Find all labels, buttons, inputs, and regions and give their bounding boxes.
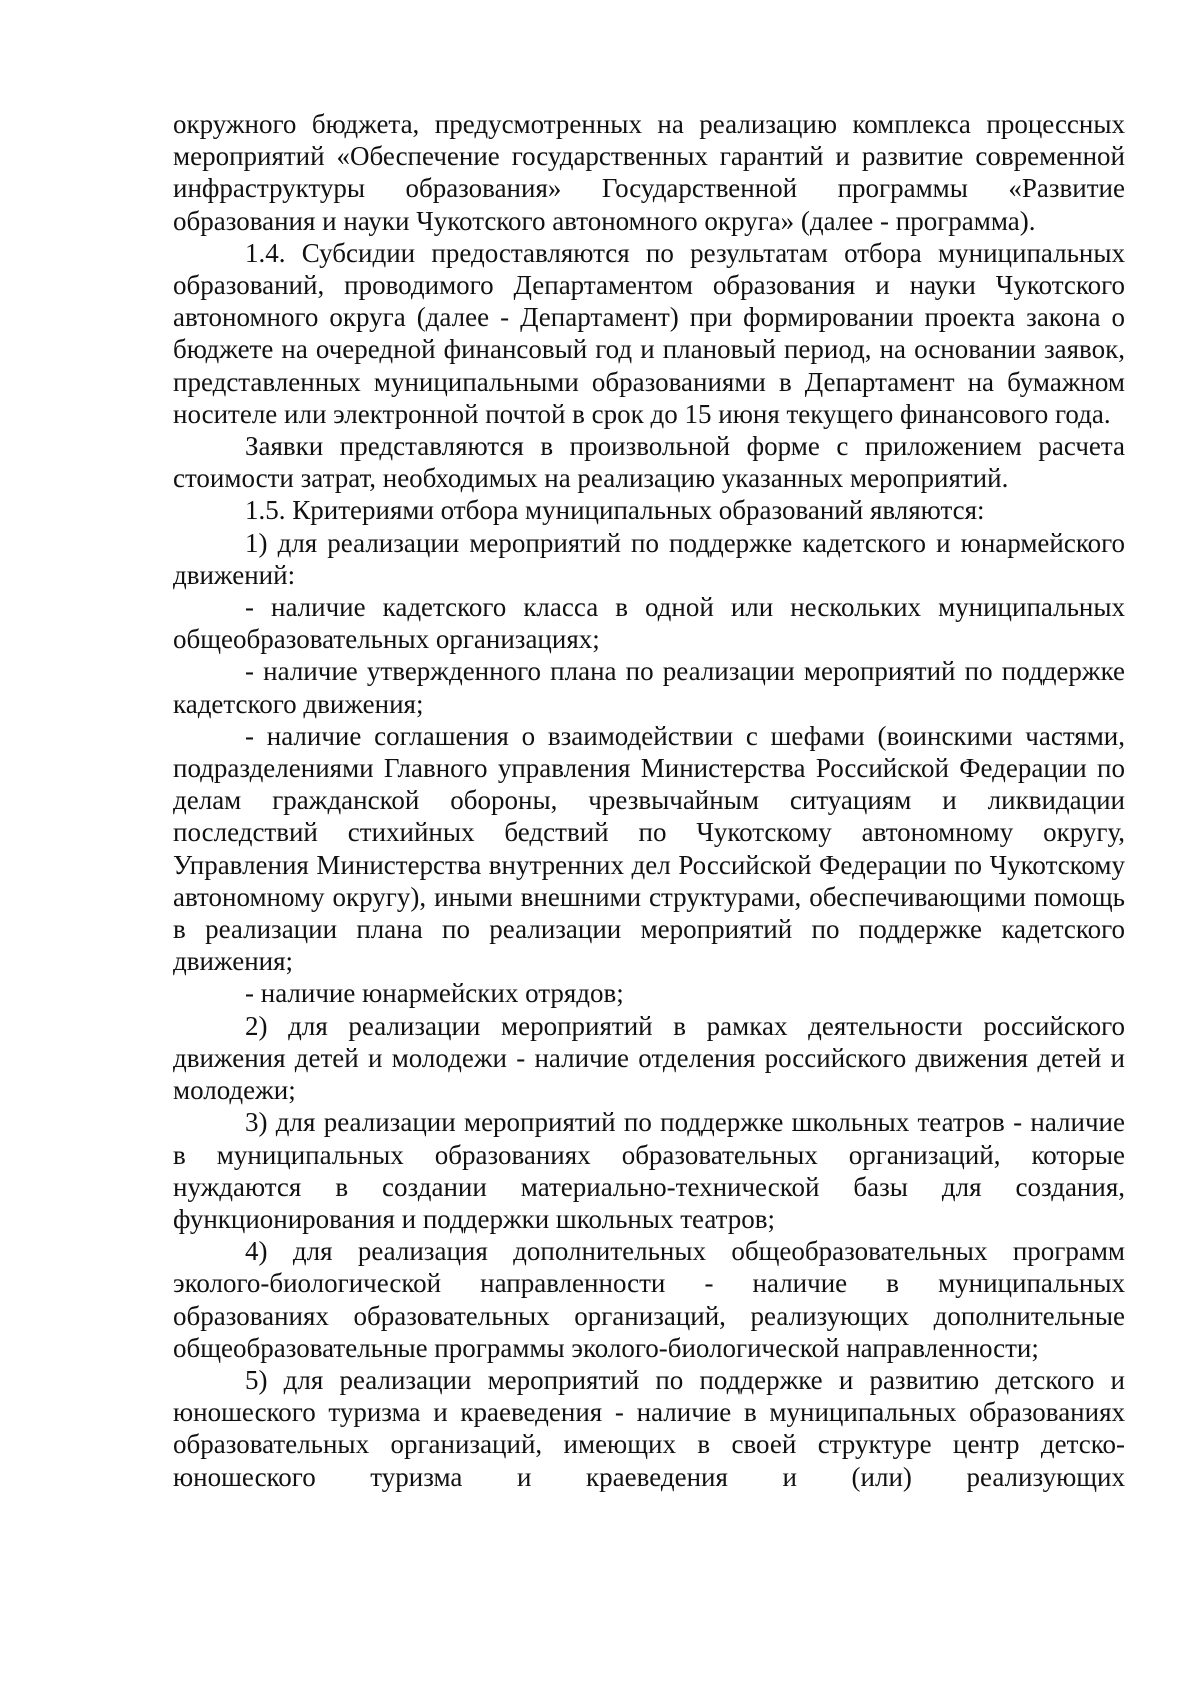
document-page [173, 108, 1125, 1493]
criterion-1-cadet-movement: 1) для реализации мероприятий по поддержке кадетского и юнармейского движений: [173, 527, 1125, 590]
paragraph-1-4-subsidies: 1.4. Субсидии предоставляются по результатам отбора муниципальных образований, проводимого Департаментом образования и науки Чукотского автономного округа (далее - Департамент) при формировании проекта закона о бюджете на очередной финансовый год и плановый период, на основании заявок, представленных муниципальными образованиями в Департамент на бумажном носителе или электронной почтой в срок до 15 июня текущего финансового года. [173, 237, 1125, 429]
criterion-1-approved-plan: - наличие утвержденного плана по реализации мероприятий по поддержке кадетского движения; [173, 656, 1125, 719]
criterion-1-cadet-class: - наличие кадетского класса в одной или нескольких муниципальных общеобразовательных организациях; [173, 592, 1125, 655]
criterion-5-tourism-local-history: 5) для реализации мероприятий по поддержке и развитию детского и юношеского туризма и краеведения - наличие в муниципальных образованиях образовательных организаций, имеющих в своей структуре центр детско-юношеского туризма и краеведения и (или) реализующих [173, 1364, 1125, 1492]
paragraph-applications-form: Заявки представляются в произвольной форме с приложением расчета стоимости затрат, необходимых на реализацию указанных мероприятий. [173, 431, 1125, 494]
paragraph-budget-continuation: окружного бюджета, предусмотренных на реализацию комплекса процессных мероприятий «Обеспечение государственных гарантий и развитие современной инфраструктуры образования» Государственной программы «Развитие образования и науки Чукотского автономного округа» (далее - программа). [173, 109, 1125, 236]
criterion-1-yunarmiya-units: - наличие юнармейских отрядов; [245, 978, 624, 1009]
criterion-1-patron-agreement: - наличие соглашения о взаимодействии с шефами (воинскими частями, подразделениями Главного управления Министерства Российской Федерации по делам гражданской обороны, чрезвычайным ситуациям и ликвидации последствий стихийных бедствий по Чукотскому автономному округу, Управления Министерства внутренних дел Российской Федерации по Чукотскому автономному округу), иными внешними структурами, обеспечивающими помощь в реализации плана по реализации мероприятий по поддержке кадетского движения; [173, 720, 1125, 977]
paragraph-1-5-criteria: 1.5. Критериями отбора муниципальных образований являются: [245, 495, 985, 526]
criterion-3-school-theatres: 3) для реализации мероприятий по поддержке школьных театров - наличие в муниципальных образованиях образовательных организаций, которые нуждаются в создании материально-технической базы для создания, функционирования и поддержки школьных театров; [173, 1107, 1125, 1234]
criterion-2-youth-movement: 2) для реализации мероприятий в рамках деятельности российского движения детей и молодежи - наличие отделения российского движения детей и молодежи; [173, 1010, 1125, 1106]
criterion-4-eco-bio-programs: 4) для реализация дополнительных общеобразовательных программ эколого-биологической направленности - наличие в муниципальных образованиях образовательных организаций, реализующих дополнительные общеобразовательные программы эколого-биологической направленности; [173, 1236, 1125, 1363]
